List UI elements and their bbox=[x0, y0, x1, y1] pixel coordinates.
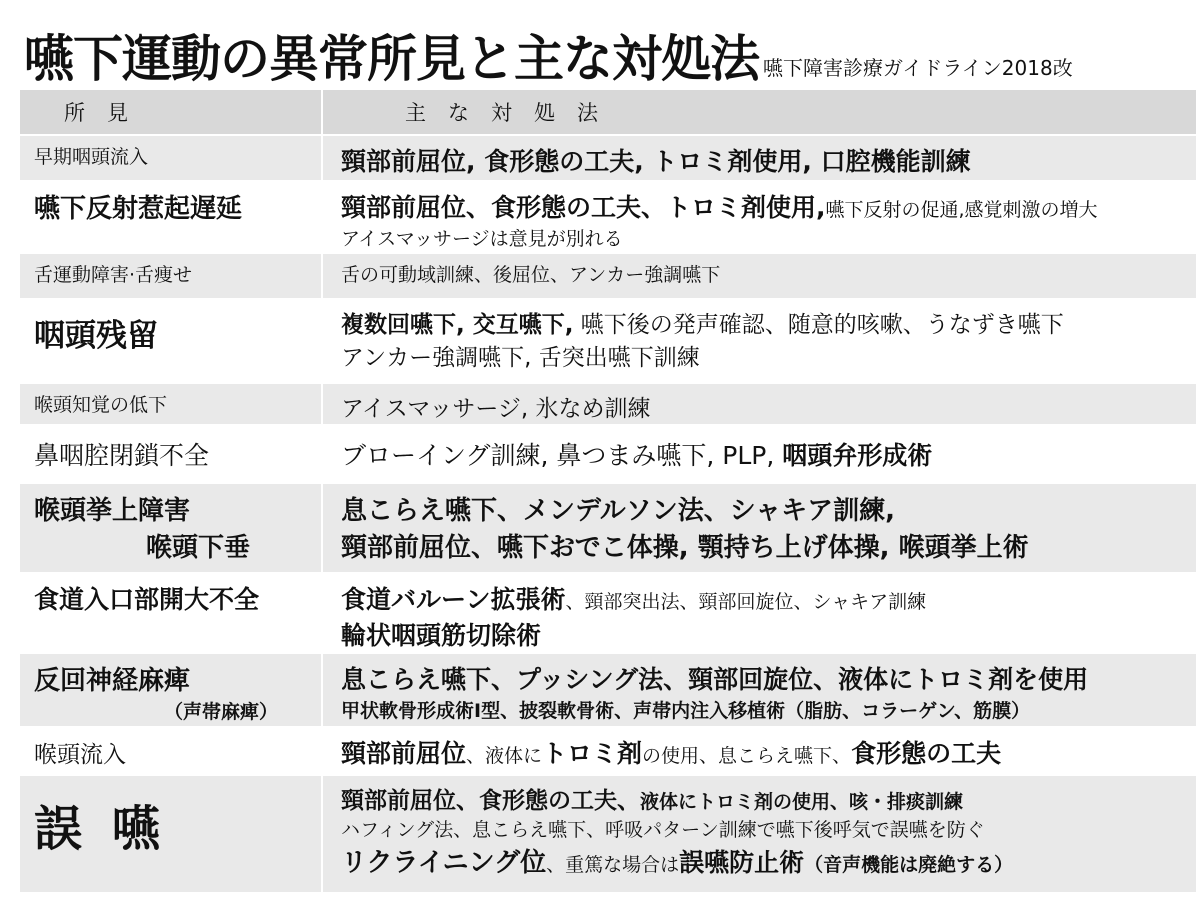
title-row bbox=[24, 18, 1190, 90]
table-header-row bbox=[20, 90, 1196, 135]
finding-cell: 反回神経麻痺 （声帯麻痺） bbox=[34, 666, 279, 723]
treatment-cell: 複数回嚥下, 交互嚥下, 嚥下後の発声確認、随意的咳嗽、うなずき嚥下 アンカー強調嚥下, 舌突出嚥下訓練 bbox=[341, 312, 1064, 371]
table-row bbox=[20, 727, 1196, 775]
treatment-cell: 頸部前屈位、食形態の工夫、トロミ剤使用,嚥下反射の促通,感覚刺激の増大 アイスマッサージは意見が別れる bbox=[341, 193, 1098, 250]
findings-table bbox=[20, 90, 1196, 894]
finding-cell: 誤嚥 bbox=[34, 801, 191, 857]
page-title: 嚥下運動の異常所見と主な対処法 bbox=[24, 30, 759, 88]
source-citation: 嚥下障害診療ガイドライン2018改 bbox=[763, 56, 1073, 80]
treatment-cell: アイスマッサージ, 氷なめ訓練 bbox=[341, 396, 651, 422]
finding-cell: 嚥下反射惹起遅延 bbox=[34, 194, 243, 224]
treatment-cell: 頸部前屈位、食形態の工夫、液体にトロミ剤の使用、咳・排痰訓練 ハフィング法、息こらえ嚥下、呼吸パターン訓練で嚥下後呼気で誤嚥を防ぐ リクライニング位、重篤な場合は誤嚥防止術（音声機能は廃絶する） bbox=[341, 788, 1014, 878]
header-findings: 所見 bbox=[20, 90, 322, 135]
finding-cell: 食道入口部開大不全 bbox=[34, 585, 260, 614]
table-row bbox=[20, 573, 1196, 653]
finding-cell: 咽頭残留 bbox=[34, 318, 158, 354]
treatment-cell: 舌の可動域訓練、後屈位、アンカー強調嚥下 bbox=[341, 264, 721, 286]
finding-cell: 喉頭流入 bbox=[34, 742, 126, 768]
table-row bbox=[20, 383, 1196, 425]
table-row bbox=[20, 425, 1196, 483]
treatment-cell: 頸部前屈位、液体にトロミ剤の使用、息こらえ嚥下、食形態の工夫 bbox=[341, 739, 1002, 768]
table-row bbox=[20, 483, 1196, 573]
table-row bbox=[20, 181, 1196, 253]
table-row bbox=[20, 653, 1196, 727]
treatment-cell: 食道バルーン拡張術、頸部突出法、頸部回旋位、シャキア訓練 輪状咽頭筋切除術 bbox=[341, 585, 927, 650]
finding-cell: 舌運動障害·舌痩せ bbox=[34, 264, 193, 286]
table-row bbox=[20, 299, 1196, 383]
table-row bbox=[20, 253, 1196, 299]
header-treatments: 主な対処法 bbox=[322, 90, 1196, 135]
finding-cell: 喉頭挙上障害 喉頭下垂 bbox=[34, 496, 251, 563]
table-row bbox=[20, 775, 1196, 893]
finding-cell: 早期咽頭流入 bbox=[34, 146, 149, 168]
treatment-cell: 息こらえ嚥下、プッシング法、頸部回旋位、液体にトロミ剤を使用 甲状軟骨形成術Ⅰ型、披裂軟骨術、声帯内注入移植術（脂肪、コラーゲン、筋膜） bbox=[341, 665, 1089, 722]
treatment-cell: 頸部前屈位, 食形態の工夫, トロミ剤使用, 口腔機能訓練 bbox=[341, 147, 971, 176]
finding-cell: 鼻咽腔閉鎖不全 bbox=[34, 441, 210, 470]
treatment-cell: 息こらえ嚥下、メンデルソン法、シャキア訓練, 頸部前屈位、嚥下おでこ体操, 顎持ち上げ体操, 喉頭挙上術 bbox=[341, 496, 1029, 563]
table-row bbox=[20, 135, 1196, 181]
treatment-cell: ブローイング訓練, 鼻つまみ嚥下, PLP, 咽頭弁形成術 bbox=[341, 441, 933, 470]
finding-cell: 喉頭知覚の低下 bbox=[34, 394, 168, 416]
